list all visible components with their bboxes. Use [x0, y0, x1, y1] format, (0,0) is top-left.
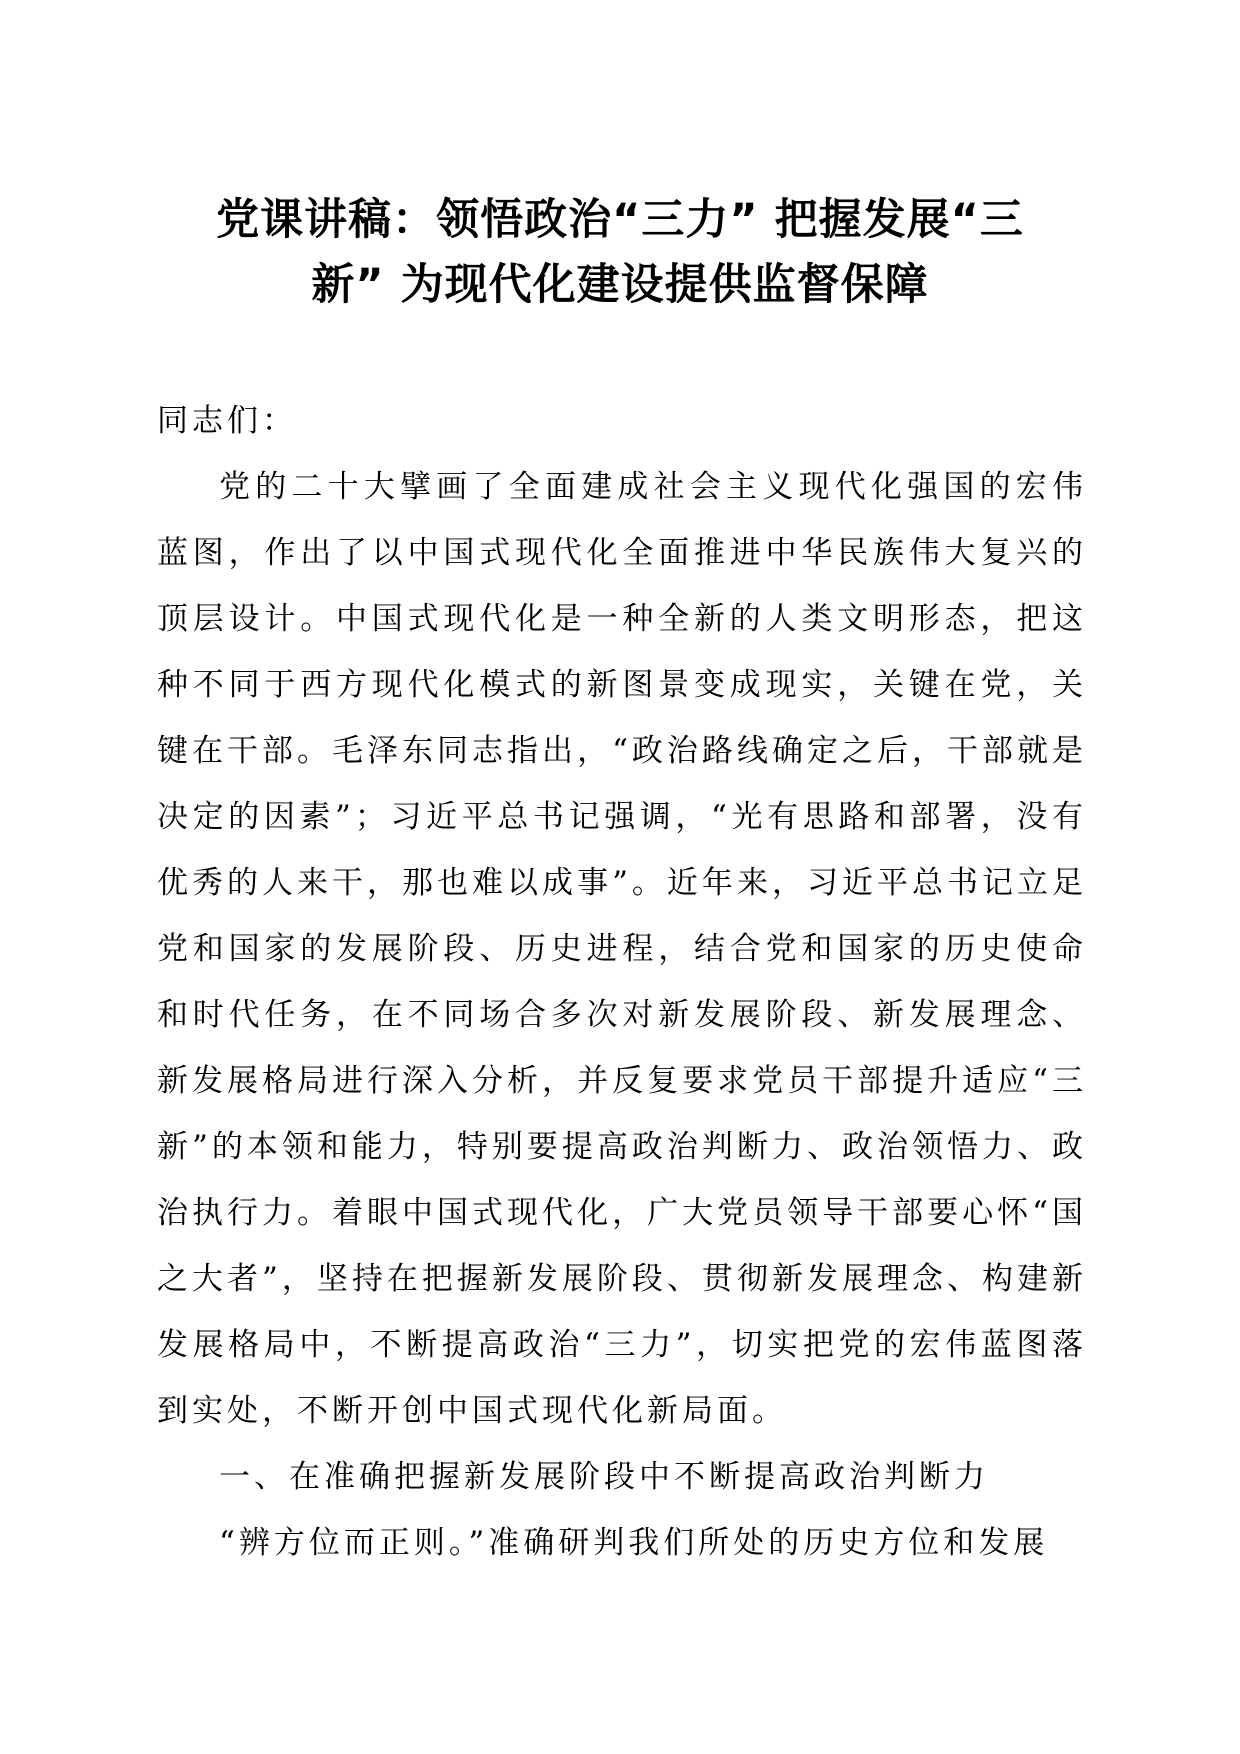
- document-body: [157, 388, 1087, 1576]
- salutation: 同志们：: [157, 403, 297, 439]
- section-paragraph: “辨方位而正则。”准确研判我们所处的历史方位和发展: [219, 1525, 1049, 1561]
- title-line-2: 新” 为现代化建设提供监督保障: [311, 260, 929, 310]
- document-title: [150, 188, 1090, 318]
- title-line-1: 党课讲稿：领悟政治“三力” 把握发展“三: [216, 195, 1024, 245]
- intro-paragraph: 党的二十大擘画了全面建成社会主义现代化强国的宏伟蓝图，作出了以中国式现代化全面推进中华民族伟大复兴的顶层设计。中国式现代化是一种全新的人类文明形态，把这种不同于西方现代化模式的新图景变成现实，关键在党，关键在干部。毛泽东同志指出，“政治路线确定之后，干部就是决定的因素”；习近平总书记强调，“光有思路和部署，没有优秀的人来干，那也难以成事”。近年来，习近平总书记立足党和国家的发展阶段、历史进程，结合党和国家的历史使命和时代任务，在不同场合多次对新发展阶段、新发展理念、新发展格局进行深入分析，并反复要求党员干部提升适应“三新”的本领和能力，特别要提高政治判断力、政治领悟力、政治执行力。着眼中国式现代化，广大党员领导干部要心怀“国之大者”，坚持在把握新发展阶段、贯彻新发展理念、构建新发展格局中，不断提高政治“三力”，切实把党的宏伟蓝图落到实处，不断开创中国式现代化新局面。: [157, 469, 1087, 1429]
- section-heading: 一、在准确把握新发展阶段中不断提高政治判断力: [219, 1459, 989, 1495]
